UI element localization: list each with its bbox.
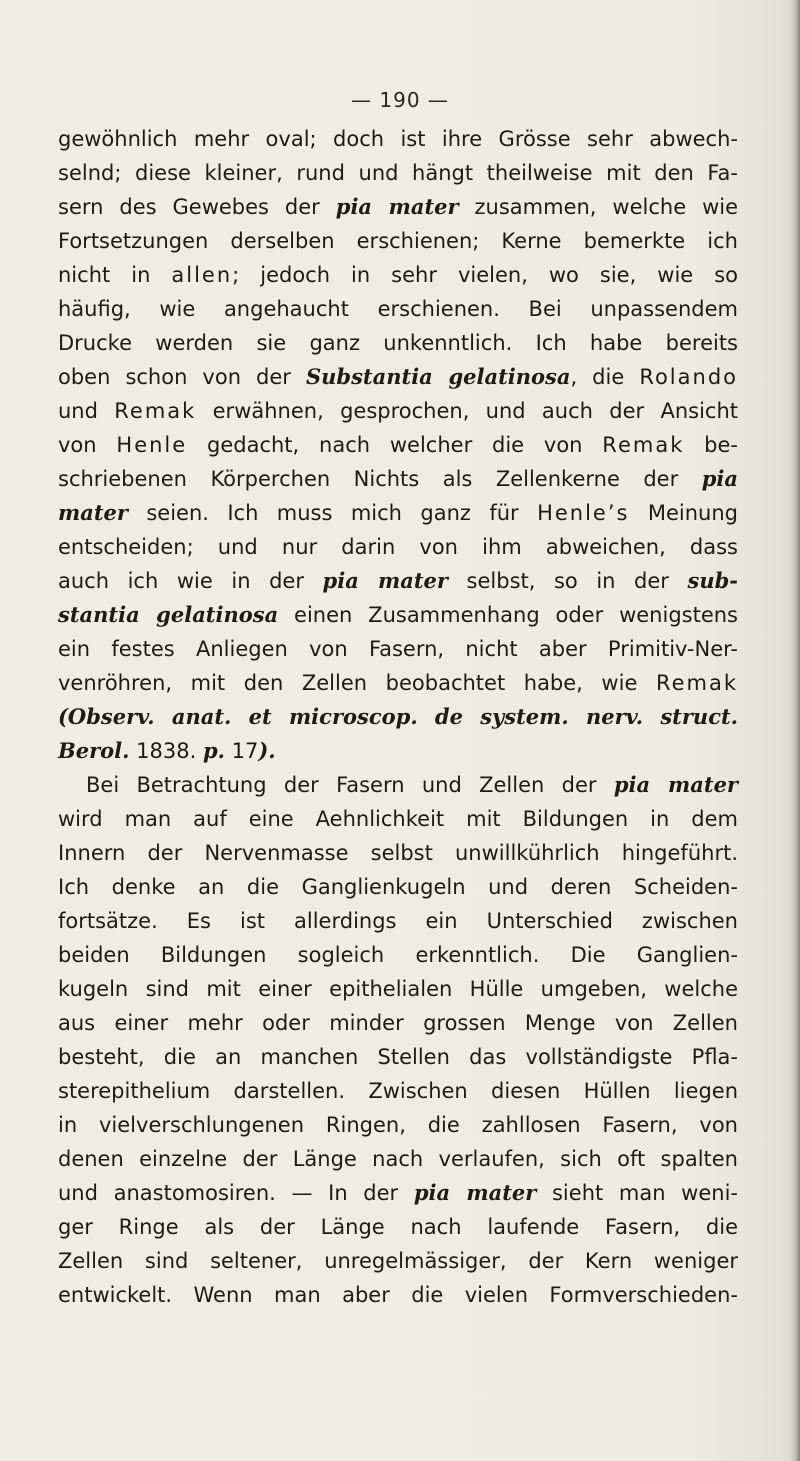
text-run: schriebenen Körperchen Nichts als Zellenkerne der	[58, 467, 702, 491]
text-run: sern des Gewebes der	[58, 195, 336, 219]
text-line	[58, 326, 738, 360]
text-run: ger Ringe als der Länge nach laufende Fasern, die	[58, 1215, 738, 1239]
text-run: denen einzelne der Länge nach verlaufen, sich oft spalten	[58, 1147, 738, 1171]
text-run: wird man auf eine Aehnlichkeit mit Bildungen in dem	[58, 807, 738, 831]
text-run: zusammen, welche wie	[458, 195, 739, 219]
text-line	[58, 938, 738, 972]
text-run: in vielverschlungenen Ringen, die zahllosen Fasern, von	[58, 1113, 738, 1137]
italic-text: p.	[202, 738, 225, 763]
text-run: sieht man weni-	[536, 1181, 738, 1205]
text-line	[58, 666, 738, 700]
text-run: häufig, wie angehaucht erschienen. Bei unpassendem	[58, 297, 738, 321]
spaced-name: Remak	[602, 433, 685, 457]
text-run: Innern der Nervenmasse selbst unwillkührlich hingeführt.	[58, 841, 738, 865]
text-line	[58, 190, 738, 224]
page-edge-shadow	[790, 0, 800, 1461]
text-run: Zellen sind seltener, unregelmässiger, der Kern weniger	[58, 1249, 738, 1273]
text-line	[58, 360, 738, 394]
italic-text: (Observ. anat. et microscop. de system. nerv. struct.	[58, 704, 738, 729]
text-line	[58, 394, 738, 428]
spaced-name: allen	[171, 263, 233, 287]
italic-text: stantia gelatinosa	[58, 602, 279, 627]
text-run: selnd; diese kleiner, rund und hängt theilweise mit den Fa-	[58, 161, 738, 185]
text-run: und anastomosiren. — In der	[58, 1181, 414, 1205]
text-line	[58, 224, 738, 258]
italic-text: pia mater	[335, 194, 459, 219]
spaced-name: Henle’s	[537, 501, 630, 525]
text-run: ; jedoch in sehr vielen, wo sie, wie so	[232, 263, 738, 287]
text-line	[58, 802, 738, 836]
italic-text: Substantia gelatinosa	[305, 364, 571, 389]
italic-text: mater	[58, 500, 128, 525]
text-line	[58, 768, 738, 802]
spaced-name: Henle	[116, 433, 188, 457]
text-run: entscheiden; und nur darin von ihm abweichen, dass	[58, 535, 738, 559]
text-line	[58, 428, 738, 462]
text-run: kugeln sind mit einer epithelialen Hülle umgeben, welche	[58, 977, 738, 1001]
page-number: — 190 —	[351, 88, 449, 112]
text-run: beiden Bildungen sogleich erkenntlich. Die Ganglien-	[58, 943, 738, 967]
text-line	[58, 258, 738, 292]
text-run: besteht, die an manchen Stellen das vollständigste Pfla-	[58, 1045, 738, 1069]
text-run: Fortsetzungen derselben erschienen; Kerne bemerkte ich	[58, 229, 738, 253]
text-run: erwähnen, gesprochen, und auch der Ansicht	[196, 399, 739, 423]
text-run: selbst, so in der	[447, 569, 688, 593]
text-line	[58, 1006, 738, 1040]
text-line	[58, 700, 738, 734]
text-run: aus einer mehr oder minder grossen Menge von Zellen	[58, 1011, 738, 1035]
text-line	[58, 462, 738, 496]
text-run: Ich denke an die Ganglienkugeln und deren Scheiden-	[58, 875, 738, 899]
text-line	[58, 1176, 738, 1210]
text-line	[58, 1074, 738, 1108]
text-run: Meinung	[629, 501, 738, 525]
text-run: auch ich wie in der	[58, 569, 323, 593]
text-run: be-	[684, 433, 738, 457]
text-run: Drucke werden sie ganz unkenntlich. Ich habe bereits	[58, 331, 738, 355]
text-run: ein festes Anliegen von Fasern, nicht aber Primitiv-Ner-	[58, 637, 738, 661]
text-run: gedacht, nach welcher die von	[187, 433, 603, 457]
text-run: oben schon von der	[58, 365, 306, 389]
italic-text: pia	[701, 466, 738, 491]
text-run: 1838.	[129, 739, 203, 763]
text-run: sterepithelium darstellen. Zwischen diesen Hüllen liegen	[58, 1079, 738, 1103]
text-run: Bei Betrachtung der Fasern und Zellen der	[86, 773, 614, 797]
text-run: gewöhnlich mehr oval; doch ist ihre Grösse sehr abwech-	[58, 127, 738, 151]
text-run: venröhren, mit den Zellen beobachtet habe, wie	[58, 671, 656, 695]
spaced-name: Rolando	[639, 365, 738, 389]
spaced-name: Remak	[114, 399, 197, 423]
text-line	[58, 836, 738, 870]
text-run: 17	[224, 739, 259, 763]
text-line	[58, 598, 738, 632]
spaced-name: Remak	[655, 671, 738, 695]
text-line	[58, 1040, 738, 1074]
text-run: nicht in	[58, 263, 172, 287]
text-run: einen Zusammenhang oder wenigstens	[278, 603, 738, 627]
text-line	[58, 530, 738, 564]
italic-text: pia mater	[322, 568, 448, 593]
body-text	[58, 122, 738, 1312]
text-run: entwickelt. Wenn man aber die vielen Formverschieden-	[58, 1283, 738, 1307]
text-line	[58, 632, 738, 666]
text-line	[58, 1142, 738, 1176]
italic-text: ).	[258, 738, 276, 763]
text-line	[58, 734, 738, 768]
text-run: , die	[570, 365, 640, 389]
text-line	[58, 156, 738, 190]
text-run: von	[58, 433, 117, 457]
text-line	[58, 904, 738, 938]
text-line	[58, 1244, 738, 1278]
italic-text: Berol.	[58, 738, 130, 763]
text-line	[58, 972, 738, 1006]
italic-text: sub-	[687, 568, 739, 593]
italic-text: pia mater	[613, 772, 738, 797]
text-line	[58, 1210, 738, 1244]
text-line	[58, 564, 738, 598]
text-line	[58, 1108, 738, 1142]
text-line	[58, 122, 738, 156]
italic-text: pia mater	[413, 1180, 537, 1205]
text-run: und	[58, 399, 115, 423]
text-run: fortsätze. Es ist allerdings ein Unterschied zwischen	[58, 909, 738, 933]
text-line	[58, 496, 738, 530]
text-line	[58, 870, 738, 904]
text-line	[58, 1278, 738, 1312]
text-run: seien. Ich muss mich ganz für	[127, 501, 538, 525]
text-line	[58, 292, 738, 326]
